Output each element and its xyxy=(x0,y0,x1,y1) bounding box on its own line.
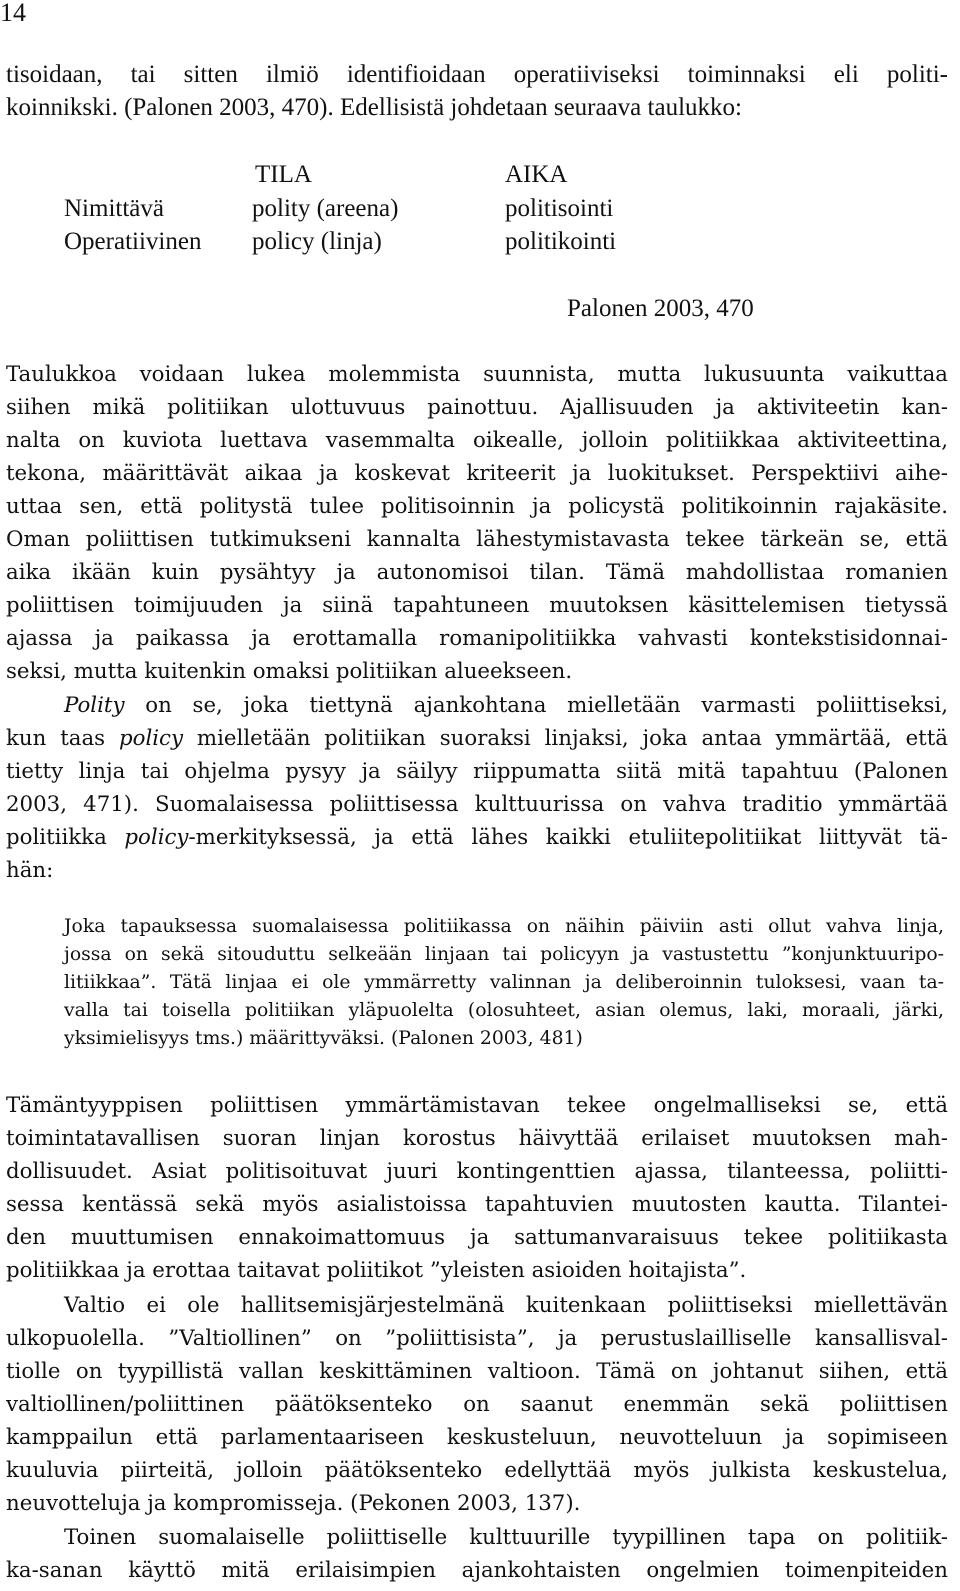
para3-line-1: Tämäntyyppisen poliittisen ymmärtämistavan tekee ongelmalliseksi se, että xyxy=(6,1093,948,1118)
para1-line-4: tekona, määrittävät aikaa ja koskevat kriteerit ja luokitukset. Perspektiivi aihe- xyxy=(6,461,948,486)
para2-line-2 xyxy=(6,723,948,755)
italic-policy: policy xyxy=(118,726,184,751)
page-number: 14 xyxy=(0,0,26,27)
para2-line-5-text: -merkityksessä, ja että lähes kaikki etuliitepolitiikat liittyvät tä- xyxy=(188,825,948,850)
para3-line-2: toimintatavallisen suoran linjan korostus häivyttää erilaiset muutoksen mah- xyxy=(6,1126,948,1151)
para3-line-4: sessa kentässä sekä myös asialistoissa tapahtuvien muutosten kautta. Tilantei- xyxy=(6,1192,948,1217)
para2-line-2-text: mielletään politiikan suoraksi linjaksi, joka antaa ymmärtää, että xyxy=(183,726,948,751)
table-row1-aika: politisointi xyxy=(505,195,614,222)
italic-policy-2: policy xyxy=(124,825,189,850)
para4-line-3: tiolle on tyypillistä vallan keskittäminen valtioon. Tämä on johtanut siihen, että xyxy=(6,1359,948,1384)
para1-line-9: ajassa ja paikassa ja erottamalla romanipolitiikka vahvasti kontekstisidonnai- xyxy=(6,626,948,651)
para2-line-2-pre: kun taas xyxy=(6,726,119,751)
quote-line-2: jossa on sekä sitouduttu selkeään linjaan tai policyyn ja vastustettu ”konjunktuuripo- xyxy=(64,944,944,965)
para4-line-4: valtiollinen/poliittinen päätöksenteko on saanut enemmän sekä poliittisen xyxy=(6,1392,948,1417)
quote-line-3: litiikkaa”. Tätä linjaa ei ole ymmärretty valinnan ja deliberoinnin tuloksesi, vaan ta- xyxy=(64,972,944,993)
quote-line-1: Joka tapauksessa suomalaisessa politiikassa on näihin päiviin asti ollut vahva linja, xyxy=(64,916,944,937)
para1-line-2: siihen mikä politiikan ulottuvuus painottuu. Ajallisuuden ja aktiviteetin kan- xyxy=(6,395,948,420)
para4-line-7: neuvotteluja ja kompromisseja. (Pekonen 2003, 137). xyxy=(6,1491,581,1516)
table-header-tila: TILA xyxy=(255,161,312,188)
table-row1-tila: polity (areena) xyxy=(252,195,399,222)
para1-line-8: poliittisen toimijuuden ja siinä tapahtuneen muutoksen käsittelemisen tietyssä xyxy=(6,593,948,618)
para5-line-2: ka-sanan käyttö mitä erilaisimpien ajankohtaisten ongelmien toimenpiteiden xyxy=(6,1558,948,1583)
table-row2-aika: politikointi xyxy=(505,228,617,255)
para2-line-1-text: on se, joka tiettynä ajankohtana mielletään varmasti poliittiseksi, xyxy=(124,693,948,718)
table-header-aika: AIKA xyxy=(505,161,568,188)
para2-line-6: hän: xyxy=(6,858,54,883)
table-row1-label: Nimittävä xyxy=(64,195,164,222)
para4-line-6: kuuluvia piirteitä, jolloin päätöksenteko edellyttää myös julkista keskustelua, xyxy=(6,1458,948,1483)
para1-line-1: Taulukkoa voidaan lukea molemmista suunnista, mutta lukusuunta vaikuttaa xyxy=(6,362,948,387)
para4-line-2: ulkopuolella. ”Valtiollinen” on ”poliittisista”, ja perustuslailliselle kansallisval- xyxy=(6,1326,948,1351)
table-source: Palonen 2003, 470 xyxy=(567,295,754,322)
para1-line-7: aika ikään kuin pysähtyy ja autonomisoi tilan. Tämä mahdollistaa romanien xyxy=(6,560,948,585)
para1-line-3: nalta on kuviota luettava vasemmalta oikealle, jolloin politiikkaa aktiviteettina, xyxy=(6,428,948,453)
intro-line-1: tisoidaan, tai sitten ilmiö identifioidaan operatiiviseksi toiminnaksi eli politi- xyxy=(6,61,948,88)
para3-line-6: politiikkaa ja erottaa taitavat poliitikot ”yleisten asioiden hoitajista”. xyxy=(6,1258,747,1283)
para5-line-1: Toinen suomalaiselle poliittiselle kulttuurille tyypillinen tapa on politiik- xyxy=(64,1525,948,1550)
para2-line-1 xyxy=(64,690,948,722)
para4-line-5: kamppailun että parlamentaariseen keskusteluun, neuvotteluun ja sopimiseen xyxy=(6,1425,948,1450)
para2-line-5 xyxy=(6,822,948,854)
para4-line-1: Valtio ei ole hallitsemisjärjestelmänä kuitenkaan poliittiseksi miellettävän xyxy=(64,1293,948,1318)
quote-line-5: yksimielisyys tms.) määrittyväksi. (Palonen 2003, 481) xyxy=(64,1028,583,1049)
table-row2-tila: policy (linja) xyxy=(252,228,382,255)
table-row2-label: Operatiivinen xyxy=(64,228,202,255)
para1-line-5: uttaa sen, että politystä tulee politisoinnin ja policystä politikoinnin rajakäsite. xyxy=(6,494,948,519)
italic-polity: Polity xyxy=(64,693,125,718)
para2-line-5-pre: politiikka xyxy=(6,825,125,850)
para3-line-3: dollisuudet. Asiat politisoituvat juuri kontingenttien ajassa, tilanteessa, poliitti- xyxy=(6,1159,948,1184)
intro-line-2: koinnikski. (Palonen 2003, 470). Edellisistä johdetaan seuraava taulukko: xyxy=(6,94,742,121)
para1-line-10: seksi, mutta kuitenkin omaksi politiikan alueekseen. xyxy=(6,659,573,684)
para3-line-5: den muuttumisen ennakoimattomuus ja sattumanvaraisuus tekee politiikasta xyxy=(6,1225,948,1250)
para1-line-6: Oman poliittisen tutkimukseni kannalta lähestymistavasta tekee tärkeän se, että xyxy=(6,527,948,552)
para2-line-3: tietty linja tai ohjelma pysyy ja säilyy riippumatta siitä mitä tapahtuu (Palonen xyxy=(6,759,948,784)
para2-line-4: 2003, 471). Suomalaisessa poliittisessa kulttuurissa on vahva traditio ymmärtää xyxy=(6,792,948,817)
quote-line-4: valla tai toisella politiikan yläpuolelta (olosuhteet, asian olemus, laki, moraali, järki, xyxy=(64,1000,944,1021)
